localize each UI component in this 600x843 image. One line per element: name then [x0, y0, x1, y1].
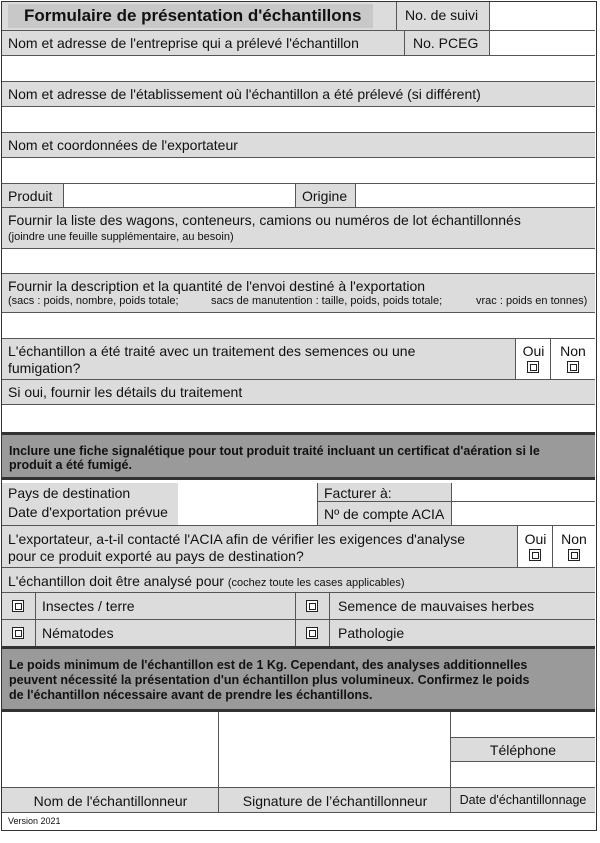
description-note-bags: (sacs : poids, nombre, poids totale;: [8, 295, 179, 307]
product-label: Produit: [8, 188, 53, 204]
version-label: Version 2021: [8, 816, 61, 826]
treated-notice-line2: produit a été fumigé.: [9, 458, 132, 472]
sample-date-label: Date d'échantillonnage: [459, 793, 587, 807]
description-field[interactable]: [2, 313, 595, 339]
treated-yes-label: Oui: [522, 343, 545, 359]
contacted-no-label: Non: [561, 531, 587, 547]
exporter-details-field[interactable]: [2, 158, 595, 184]
treated-yes-cell: [516, 339, 551, 380]
page-title: Formulaire de présentation d'échantillons: [24, 6, 362, 25]
treated-no-label: Non: [560, 343, 586, 359]
treated-notice-line1: Inclure une fiche signalétique pour tout produit traité incluant un certificat d'aération si le: [9, 444, 540, 458]
nematodes-label: Nématodes: [42, 625, 114, 641]
contacted-yes-checkbox[interactable]: [529, 549, 541, 561]
contacted-question-line2: pour ce produit exporté au pays de destination?: [8, 548, 304, 564]
treated-no-checkbox[interactable]: [567, 361, 579, 373]
contacted-question-cell: [2, 526, 518, 568]
pceg-number-field[interactable]: [490, 31, 595, 56]
weight-notice-line2: peuvent nécessité la présentation d'un échantillon plus volumineux. Confirmez le poids: [9, 673, 530, 687]
account-label: Nº de compte ACIA: [324, 506, 445, 522]
exporter-label-row: [2, 133, 595, 158]
weed-seed-label: Semence de mauvaises herbes: [338, 598, 535, 614]
treatment-details-label-row: [2, 380, 595, 405]
treatment-details-field[interactable]: [2, 405, 595, 435]
treated-no-cell: [551, 339, 595, 380]
treated-question-cell: [2, 339, 516, 380]
lots-field[interactable]: [2, 249, 595, 274]
phone-label: Téléphone: [489, 742, 557, 758]
pathology-label: Pathologie: [338, 625, 405, 641]
product-label-cell: [2, 184, 64, 208]
insects-label: Insectes / terre: [42, 598, 135, 614]
submission-form: [1, 1, 597, 831]
nematodes-label-cell: [36, 620, 296, 646]
contacted-no-checkbox[interactable]: [568, 549, 580, 561]
sampler-name-label-cell: [2, 788, 219, 813]
sample-date-label-cell: [451, 788, 595, 813]
treated-yes-checkbox[interactable]: [527, 361, 539, 373]
treatment-details-label: Si oui, fournir les détails du traitement: [8, 384, 243, 400]
company-address-field[interactable]: [2, 56, 595, 82]
contacted-question-line1: L'exportateur, a-t-il contacté l'ACIA afin de vérifier les exigences d'analyse: [8, 531, 466, 547]
destination-label-cell: [2, 483, 178, 502]
analysis-note: (cochez toute les cases applicables): [227, 577, 405, 589]
bill-to-label-cell: [318, 483, 452, 502]
phone-label-cell: [451, 738, 595, 762]
weed-seed-label-cell: [330, 593, 595, 620]
company-label-cell: [2, 31, 405, 56]
contacted-no-cell: [553, 526, 595, 568]
pathology-check-cell: [296, 620, 330, 646]
description-label-row: [2, 274, 595, 313]
pathology-label-cell: [330, 620, 595, 646]
signature-field[interactable]: [219, 712, 451, 788]
bill-to-label: Facturer à:: [324, 485, 392, 501]
establishment-label: Nom et adresse de l'établissement où l'échantillon a été prélevé (si différent): [8, 86, 481, 102]
pceg-label-cell: [405, 31, 490, 56]
insects-label-cell: [36, 593, 296, 620]
description-label: Fournir la description et la quantité de l'envoi destiné à l'exportation: [8, 278, 426, 294]
treated-notice-banner: [2, 435, 595, 480]
establishment-label-row: [2, 82, 595, 107]
export-date-label-cell: [2, 502, 178, 526]
company-label: Nom et adresse de l'entreprise qui a prélevé l'échantillon: [8, 35, 359, 51]
sample-date-field[interactable]: [451, 762, 595, 788]
tracking-number-field[interactable]: [490, 2, 595, 31]
tracking-label-cell: [397, 2, 490, 31]
account-label-cell: [318, 502, 452, 526]
exporter-label: Nom et coordonnées de l'exportateur: [8, 137, 238, 153]
signature-label: Signature de l’échantillonneur: [242, 793, 428, 809]
account-field[interactable]: [452, 502, 595, 526]
weed-seed-checkbox[interactable]: [306, 600, 318, 612]
lots-note: (joindre une feuille supplémentaire, au besoin): [8, 231, 234, 243]
nematodes-check-cell: [2, 620, 36, 646]
insects-check-cell: [2, 593, 36, 620]
origin-field[interactable]: [356, 184, 595, 208]
treated-question-line1: L'échantillon a été traité avec un traitement des semences ou une: [8, 343, 416, 359]
lots-label-row: [2, 208, 595, 249]
pathology-checkbox[interactable]: [306, 627, 318, 639]
export-date-field[interactable]: [178, 502, 318, 526]
weight-notice-banner: [2, 646, 595, 712]
title-cell: [2, 2, 397, 31]
nematodes-checkbox[interactable]: [12, 627, 24, 639]
phone-field[interactable]: [451, 712, 595, 738]
establishment-address-field[interactable]: [2, 107, 595, 133]
pceg-label: No. PCEG: [413, 35, 479, 51]
contacted-yes-cell: [518, 526, 553, 568]
analysis-label-row: [2, 568, 595, 593]
weight-notice-line3: de l'échantillon nécessaire avant de prendre les échantillons.: [9, 688, 373, 702]
weight-notice-line1: Le poids minimum de l'échantillon est de 1 Kg. Cependant, des analyses additionnelles: [9, 658, 528, 672]
product-field[interactable]: [64, 184, 296, 208]
signature-label-cell: [219, 788, 451, 813]
bill-to-field[interactable]: [452, 483, 595, 502]
origin-label: Origine: [302, 188, 348, 204]
description-note-bulk: vrac : poids en tonnes): [476, 295, 588, 307]
description-note-handling: sacs de manutention : taille, poids, poids totale;: [211, 295, 443, 307]
treated-question-line2: fumigation?: [8, 360, 81, 376]
contacted-yes-label: Oui: [524, 531, 547, 547]
analysis-label: L'échantillon doit être analysé pour (cochez toute les cases applicables): [8, 573, 405, 589]
sampler-name-field[interactable]: [2, 712, 219, 788]
sampler-name-label: Nom de l'échantillonneur: [33, 793, 188, 809]
tracking-label: No. de suivi: [405, 7, 479, 23]
origin-label-cell: [296, 184, 356, 208]
destination-field[interactable]: [178, 483, 318, 502]
export-date-label: Date d'exportation prévue: [8, 504, 168, 520]
insects-checkbox[interactable]: [12, 600, 24, 612]
destination-label: Pays de destination: [8, 485, 131, 501]
lots-label: Fournir la liste des wagons, conteneurs, camions ou numéros de lot échantillonnés: [8, 212, 521, 228]
weed-seed-check-cell: [296, 593, 330, 620]
